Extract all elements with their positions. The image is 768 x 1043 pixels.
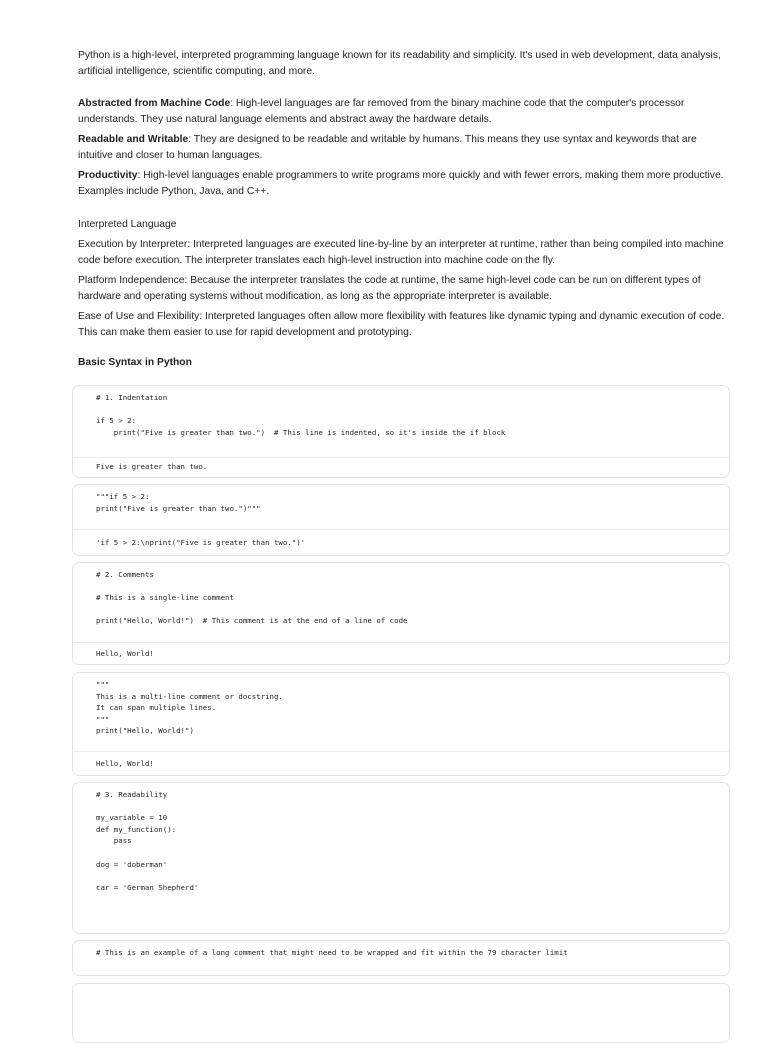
cell-code[interactable]: # 2. Comments # This is a single-line comment print("Hello, World!") # This comment is at the end of a line of code — [96, 570, 408, 626]
output-divider — [73, 751, 729, 752]
interpreted-title: Interpreted Language — [78, 219, 177, 230]
feature-title: Productivity — [78, 170, 138, 181]
cell-code[interactable]: # 1. Indentation if 5 > 2: print("Five is greater than two.") # This line is indented, so it's inside the if block — [96, 393, 506, 437]
feature-text: : High-level languages enable programmers to write programs more quickly and with fewer errors, making them more productive. Examples include Python, Java, and C++. — [78, 170, 724, 197]
interpreted-item: Execution by Interpreter: Interpreted languages are executed line-by-line by an interpreter at runtime, rather than being compiled into machine code before execution. The interpreter translates each high-level instruction into machine code on the fly. — [78, 239, 724, 266]
interpreted-item: Platform Independence: Because the interpreter translates the code at runtime, the same high-level code can be run on different types of hardware and operating systems without modification, as long as the appropriate interpreter is available. — [78, 275, 701, 302]
output-divider — [73, 642, 729, 643]
code-cell[interactable] — [72, 385, 730, 478]
code-cell[interactable] — [72, 672, 730, 776]
output-divider — [73, 529, 729, 530]
cell-output: Hello, World! — [96, 649, 154, 658]
cell-code[interactable]: """ This is a multi-line comment or docstring. It can span multiple lines. """ print("Hello, World!") — [96, 680, 283, 736]
feature-title: Abstracted from Machine Code — [78, 98, 231, 109]
cell-output: Hello, World! — [96, 759, 154, 768]
feature-readable — [78, 132, 730, 163]
code-cell-partial[interactable] — [72, 983, 730, 1043]
cell-code[interactable]: # This is an example of a long comment that might need to be wrapped and fit within the 79 character limit — [96, 948, 568, 957]
output-divider — [73, 457, 729, 458]
feature-productivity — [78, 168, 730, 199]
cell-output: Five is greater than two. — [96, 462, 208, 471]
cell-code[interactable]: # 3. Readability my_variable = 10 def my_function(): pass dog = 'doberman' car = 'German Shepherd' — [96, 790, 199, 892]
section-heading: Basic Syntax in Python — [78, 357, 192, 368]
intro-paragraph: Python is a high-level, interpreted programming language known for its readability and simplicity. It's used in web development, data analysis, artificial intelligence, scientific computing, and more. — [78, 50, 721, 77]
cell-output: 'if 5 > 2:\nprint("Five is greater than two.")' — [96, 538, 306, 547]
code-cell[interactable] — [72, 940, 730, 976]
cell-code[interactable]: """if 5 > 2: print("Five is greater than two.")""" — [96, 492, 261, 513]
feature-text: : They are designed to be readable and writable by humans. This means they use syntax and keywords that are intuitive and closer to human languages. — [78, 134, 697, 161]
interpreted-item: Ease of Use and Flexibility: Interpreted languages often allow more flexibility with features like dynamic typing and dynamic execution of code. This can make them easier to use for rapid development and prototyping. — [78, 311, 725, 338]
code-cell[interactable] — [72, 562, 730, 665]
feature-abstracted — [78, 96, 730, 127]
feature-title: Readable and Writable — [78, 134, 189, 145]
code-cell[interactable] — [72, 782, 730, 934]
code-cell[interactable] — [72, 484, 730, 556]
feature-text: : High-level languages are far removed from the binary machine code that the computer's processor understands. They use natural language elements and abstract away the hardware details. — [78, 98, 685, 125]
